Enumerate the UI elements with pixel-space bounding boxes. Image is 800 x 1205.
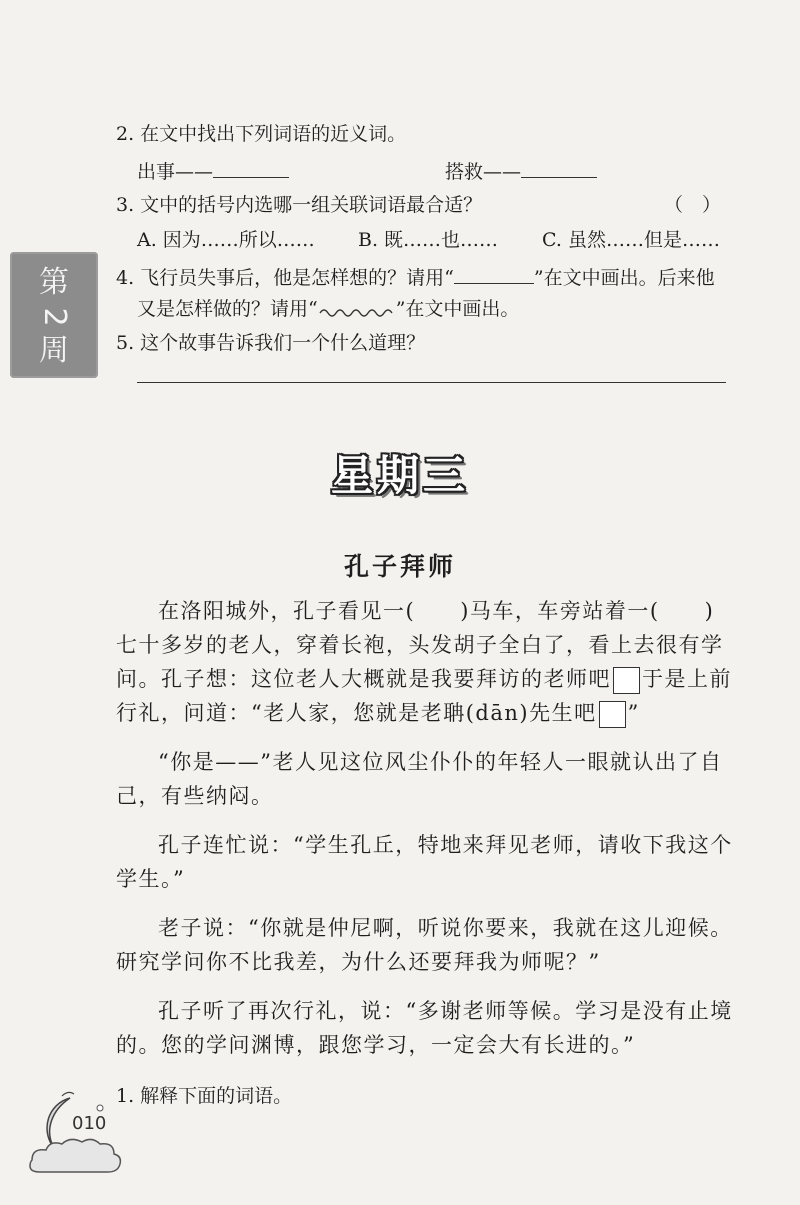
wavy-line-mark (318, 303, 396, 319)
question-4-line-2 (137, 297, 519, 321)
story-paragraph-2: “你是——”老人见这位风尘仆仆的年轻人一眼就认出了自己，有些纳闷。 (116, 750, 723, 808)
week-tab (10, 252, 98, 378)
question-2-item-b (445, 157, 597, 184)
question-4-text-d: ”在文中画出。 (395, 298, 520, 320)
story-text (116, 594, 736, 1077)
week-tab-char-2: 周 (39, 333, 69, 368)
question-2: 2. 在文中找出下列词语的近义词。 (116, 123, 407, 145)
question-2-item-a-label: 出事—— (137, 161, 214, 183)
story-p1-part-a: 在洛阳城外，孔子看见一( )马车，车旁站着一( )七十多岁的老人，穿着长袍，头发胡子全白了，看上去很有学问。孔子想：这位老人大概就是我要拜访的老师吧 (116, 599, 724, 691)
story-p1-part-c: ” (627, 701, 640, 725)
story-paragraph-4: 老子说：“你就是仲尼啊，听说你要来，我就在这儿迎候。研究学问你不比我差，为什么还要拜我为师呢？” (116, 916, 733, 974)
straight-line-mark (454, 263, 534, 284)
question-4-text-b: ”在文中画出。后来他 (533, 267, 715, 289)
week-tab-char-1: 第 (39, 265, 69, 300)
answer-line[interactable] (137, 382, 726, 383)
story-paragraph-3: 孔子连忙说：“学生孔丘，特地来拜见老师，请收下我这个学生。” (116, 833, 733, 891)
story-title: 孔子拜师 (343, 552, 456, 581)
question-3: 3. 文中的括号内选哪一组关联词语最合适？ (116, 194, 483, 216)
option-b: B. 既……也…… (358, 229, 499, 251)
week-tab-number: 2 (37, 307, 72, 327)
option-c: C. 虽然……但是…… (542, 229, 720, 251)
answer-blank[interactable] (521, 157, 597, 178)
story-paragraph-5: 孔子听了再次行礼，说：“多谢老师等候。学习是没有止境的。您的学问渊博，跟您学习，一定会大有长进的。” (116, 999, 733, 1057)
footer-question: 1. 解释下面的词语。 (116, 1085, 293, 1107)
punctuation-box[interactable] (613, 667, 640, 694)
answer-paren[interactable]: （ ） (664, 194, 722, 216)
question-4-text-a: 4. 飞行员失事后，他是怎样想的？请用“ (116, 267, 454, 289)
answer-blank[interactable] (213, 157, 289, 178)
story-p1-part-b: 于是上前行礼，问道：“老人家，您就是老聃(dān)先生吧 (116, 667, 732, 725)
day-title: 星期三 (330, 451, 469, 500)
question-2-item-b-label: 搭救—— (445, 161, 522, 183)
option-a: A. 因为……所以…… (137, 229, 315, 251)
page-number: 010 (72, 1113, 107, 1134)
story-paragraph-1 (116, 594, 736, 730)
punctuation-box[interactable] (599, 701, 626, 728)
question-4-text-c: 又是怎样做的？请用“ (137, 298, 318, 320)
question-5: 5. 这个故事告诉我们一个什么道理？ (116, 332, 426, 354)
question-4-line-1 (116, 263, 715, 290)
moon-cloud-icon (26, 1090, 136, 1180)
question-2-item-a (137, 157, 289, 184)
